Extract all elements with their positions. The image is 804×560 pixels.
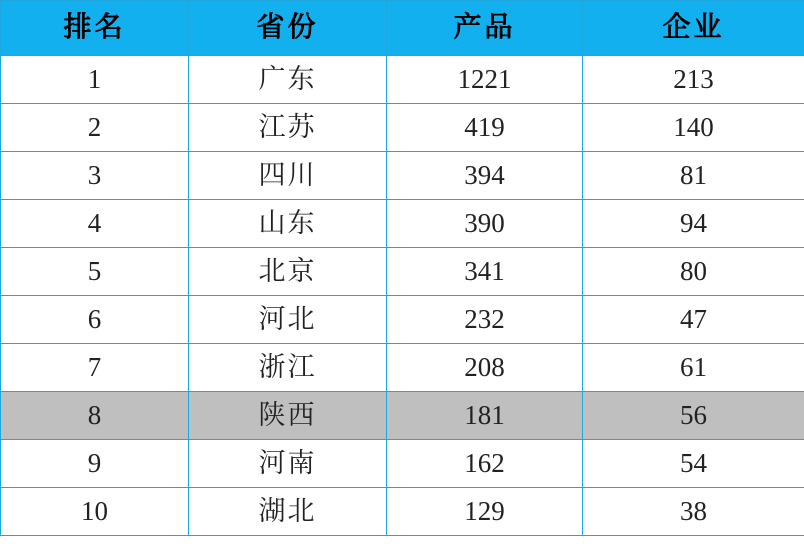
cell-companies: 38	[583, 488, 804, 536]
cell-companies: 140	[583, 104, 804, 152]
table-row	[1, 296, 804, 344]
cell-products: 341	[387, 248, 583, 296]
cell-companies: 81	[583, 152, 804, 200]
table-row	[1, 344, 804, 392]
cell-province: 四川	[189, 152, 387, 200]
cell-province: 陕西	[189, 392, 387, 440]
cell-companies: 56	[583, 392, 804, 440]
cell-province: 湖北	[189, 488, 387, 536]
cell-province: 山东	[189, 200, 387, 248]
cell-companies: 94	[583, 200, 804, 248]
table-row	[1, 200, 804, 248]
table-row	[1, 440, 804, 488]
cell-rank: 9	[1, 440, 189, 488]
header-row	[1, 1, 804, 56]
cell-province: 河北	[189, 296, 387, 344]
cell-rank: 8	[1, 392, 189, 440]
cell-rank: 2	[1, 104, 189, 152]
cell-rank: 1	[1, 56, 189, 104]
cell-companies: 213	[583, 56, 804, 104]
cell-companies: 54	[583, 440, 804, 488]
column-header-products: 产品	[387, 1, 583, 56]
cell-province: 北京	[189, 248, 387, 296]
cell-rank: 5	[1, 248, 189, 296]
table-row	[1, 488, 804, 536]
cell-products: 129	[387, 488, 583, 536]
cell-province: 河南	[189, 440, 387, 488]
table-row	[1, 248, 804, 296]
cell-products: 1221	[387, 56, 583, 104]
cell-rank: 3	[1, 152, 189, 200]
cell-rank: 7	[1, 344, 189, 392]
cell-products: 208	[387, 344, 583, 392]
column-header-province: 省份	[189, 1, 387, 56]
cell-products: 232	[387, 296, 583, 344]
column-header-companies: 企业	[583, 1, 804, 56]
cell-rank: 6	[1, 296, 189, 344]
cell-products: 181	[387, 392, 583, 440]
table-row	[1, 56, 804, 104]
cell-products: 394	[387, 152, 583, 200]
cell-companies: 61	[583, 344, 804, 392]
table-row-highlighted	[1, 392, 804, 440]
table-header	[1, 1, 804, 56]
table-row	[1, 104, 804, 152]
table-row	[1, 152, 804, 200]
table-body	[1, 56, 804, 536]
cell-province: 江苏	[189, 104, 387, 152]
cell-products: 162	[387, 440, 583, 488]
cell-companies: 80	[583, 248, 804, 296]
cell-province: 广东	[189, 56, 387, 104]
cell-rank: 4	[1, 200, 189, 248]
cell-rank: 10	[1, 488, 189, 536]
cell-companies: 47	[583, 296, 804, 344]
cell-province: 浙江	[189, 344, 387, 392]
cell-products: 419	[387, 104, 583, 152]
cell-products: 390	[387, 200, 583, 248]
column-header-rank: 排名	[1, 1, 189, 56]
